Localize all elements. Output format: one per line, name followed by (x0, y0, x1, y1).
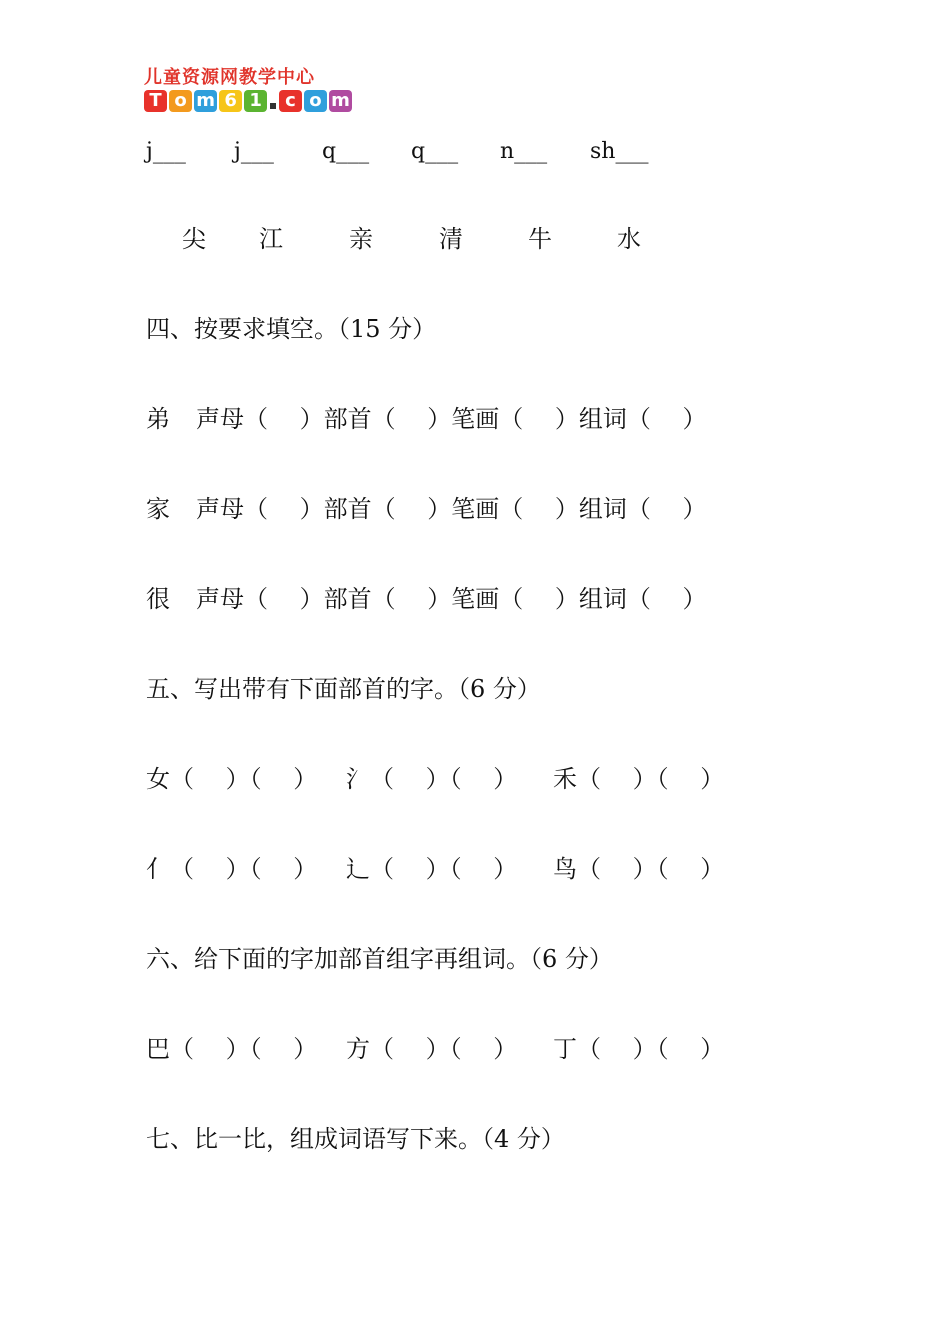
site-logo (144, 68, 354, 116)
section-6-title: 六、给下面的字加部首组字再组词。（6 分） (146, 945, 613, 973)
logo-letter: m (194, 90, 217, 112)
hanzi-char: 牛 (528, 225, 552, 253)
radical-blanks: 辶（ ）（ ） (346, 855, 518, 883)
pinyin-blank: q___ (411, 139, 459, 164)
fill-blank-row: 声母（ ）部首（ ）笔画（ ）组词（ ） (196, 405, 707, 433)
radical-blanks: 方（ ）（ ） (346, 1035, 518, 1063)
logo-letter: o (304, 90, 327, 112)
logo-letter: 1 (244, 90, 267, 112)
logo-letter: c (279, 90, 302, 112)
fill-blank-row: 声母（ ）部首（ ）笔画（ ）组词（ ） (196, 495, 707, 523)
radical-blanks: 鸟（ ）（ ） (553, 855, 725, 883)
radical-blanks: 禾（ ）（ ） (553, 765, 725, 793)
logo-letter: m (329, 90, 352, 112)
pinyin-blank: q___ (322, 139, 370, 164)
pinyin-blank: sh___ (590, 139, 649, 164)
radical-blanks: 丁（ ）（ ） (553, 1035, 725, 1063)
radical-blanks: 亻（ ）（ ） (146, 855, 318, 883)
logo-dot (270, 103, 276, 109)
logo-letter: T (144, 90, 167, 112)
section-5-title: 五、写出带有下面部首的字。（6 分） (146, 675, 541, 703)
pinyin-blank: j___ (234, 139, 274, 164)
pinyin-blank: n___ (500, 139, 548, 164)
section-7-title: 七、比一比，组成词语写下来。（4 分） (146, 1125, 565, 1153)
question-char: 弟 (146, 405, 170, 433)
hanzi-char: 水 (617, 225, 641, 253)
section-4-title: 四、按要求填空。（15 分） (146, 315, 437, 343)
logo-letter: o (169, 90, 192, 112)
hanzi-char: 清 (439, 225, 463, 253)
logo-letter: 6 (219, 90, 242, 112)
hanzi-char: 江 (259, 225, 283, 253)
question-char: 家 (146, 495, 170, 523)
fill-blank-row: 声母（ ）部首（ ）笔画（ ）组词（ ） (196, 585, 707, 613)
logo-title: 儿童资源网教学中心 (144, 67, 315, 88)
logo-wordmark (144, 90, 354, 112)
hanzi-char: 亲 (349, 225, 373, 253)
pinyin-blank: j___ (146, 139, 186, 164)
radical-blanks: 氵（ ）（ ） (346, 765, 518, 793)
question-char: 很 (146, 585, 170, 613)
radical-blanks: 巴（ ）（ ） (146, 1035, 318, 1063)
hanzi-char: 尖 (182, 225, 206, 253)
radical-blanks: 女（ ）（ ） (146, 765, 318, 793)
